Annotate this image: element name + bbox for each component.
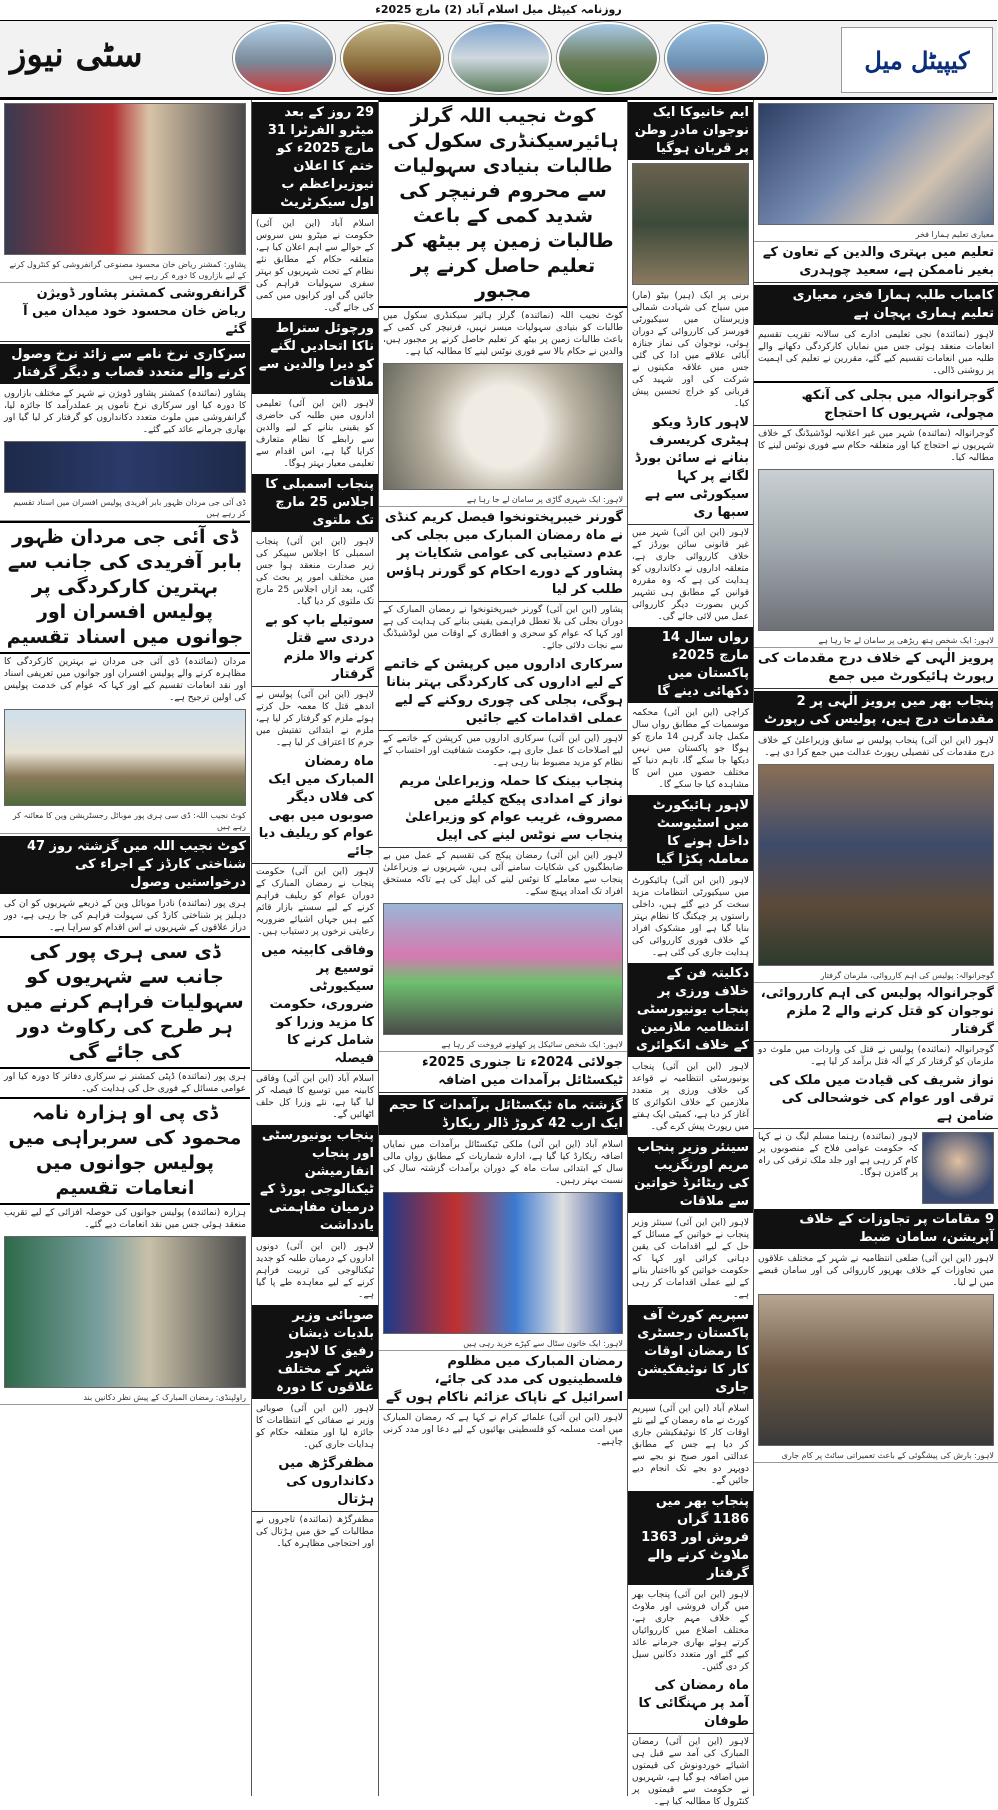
photo-caption: معیاری تعلیم ہمارا فخر [754,228,998,242]
column-center [378,100,627,1796]
article-body: لاہور (این این آئی) دونوں اداروں کے درمیان طلبہ کو جدید ٹیکنالوجی کی تربیت فراہم کرنے کے لیے معاہدہ طے پا گیا ہے۔ [256,1242,374,1300]
headline: ڈی آئی جی مردان ظہور بابر آفریدی کی جانب سے بہترین کارکردگی پر پولیس افسران اور جوانوں میں اسناد تقسیم [0,521,250,654]
section-title: سٹی نیوز [10,35,143,75]
logo-text: کیپیٹل میل [864,45,970,75]
construction-photo [758,1294,994,1446]
article-body: لاہور (این این آئی) علمائے کرام نے کہا ہے کہ رمضان المبارک میں امت مسلمہ کو فلسطینی بھائیوں کے لیے دعا اور مدد کرنی چاہیے۔ [383,1413,623,1447]
headline: مظفرگڑھ میں دکانداروں کی ہڑتال [252,1453,378,1512]
clothes-stall-photo [383,1192,623,1334]
collage-photo [449,22,551,94]
headline: ایم خانیوکا ایک نوجوان مادر وطن پر قربان ہوگیا [628,102,753,160]
headline: رمضان المبارک میں مظلوم فلسطینیوں کی مدد کی جائے، اسرائیل کے ناپاک عزائم ناکام ہوں گے [379,1351,627,1410]
headline: گورنر خیبرپختونخوا فیصل کریم کنڈی نے ماہ رمضان المبارک میں بجلی کی عدم دستیابی کی عوامی شکایات پر پشاور کے دورے احکام کو گورنر ہاؤس طلب کر لیا [379,507,627,602]
column-right [753,100,998,1796]
article-body: اسلام آباد (این این آئی) سپریم کورٹ نے ماہ رمضان کے لیے نئے اوقات کار کا نوٹیفکیشن جاری کر دیا ہے جس کے مطابق عدالتی امور صبح نو بجے سے دوپہر دو بجے تک انجام دیے جائیں گے۔ [632,1404,749,1486]
article-body: مردان (نمائندہ) ڈی آئی جی مردان نے بہترین کارکردگی کا مظاہرہ کرنے والے پولیس افسران اور جوانوں میں تعریفی اسناد اور نقد انعامات تقسیم کیے اور کہا کہ عوام کی خدمت پولیس کی اولین ترجیح ہے۔ [4,657,246,703]
headline: سرکاری اداروں میں کرپشن کے خاتمے کے لیے اداروں کی کارکردگی بہتر بنانا ہوگی، بجلی کی چوری روکنے کے لیے عملی اقدامات کیے جائیں [379,654,627,731]
collage-photo [341,22,443,94]
photo-caption: لاہور: ایک شخص ہتھ ریڑھی پر سامان لے جا رہا ہے [754,634,998,648]
headline: لاہور کارڈ ویکو ہیٹری کریسرف بنانے نے سائن بورڈ لگانے پر کہا سیکورٹی سے ہے سبھا ری [628,412,753,525]
article-body: پشاور (این این آئی) گورنر خیبرپختونخوا نے رمضان المبارک کے دوران بجلی کی بلا تعطل فراہمی یقینی بنانے کی ہدایت کی ہے اور کہا کہ عوام کو سحری و افطاری کے اوقات میں لوڈشیڈنگ سے نجات دلائی جائے۔ [383,605,623,651]
portrait-photo [922,1132,994,1204]
article-body: لاہور (این این آئی) صوبائی وزیر نے صفائی کے انتظامات کا جائزہ لیا اور متعلقہ حکام کو ہدایات جاری کیں۔ [256,1404,374,1450]
photo-caption: پشاور: کمشنر ریاض خان محسود مصنوعی گرانفروشی کو کنٹرول کرنے کے لیے بازاروں کا دورہ کر رہے ہیں [0,258,250,283]
headline: جولائی 2024ء تا جنوری 2025ء ٹیکسٹائل برآمدات میں اضافہ [379,1052,627,1093]
photo-caption: ڈی آئی جی مردان ظہور بابر آفریدی پولیس افسران میں اسناد تقسیم کر رہے ہیں [0,496,250,521]
article-body: کراچی (این این آئی) محکمہ موسمیات کے مطابق رواں سال مکمل چاند گرہن 14 مارچ کو ہوگا جو پاکستان میں نہیں دیکھا جا سکے گا، تاہم دنیا کے مختلف حصوں میں اس کا مشاہدہ کیا جا سکے گا۔ [632,708,749,790]
article-body: اسلام آباد (این این آئی) حکومت نے میٹرو بس سروس کے حوالے سے اہم اعلان کیا ہے، متعلقہ حکام کے مطابق نئے نظام کے تحت شہریوں کو بہتر سفری سہولیات فراہم کی جائیں گی اور کرایوں میں کمی کی جائے گی۔ [256,219,374,313]
headline: سپریم کورٹ آف پاکستان رجسٹری کا رمضان اوقات کار کا نوٹیفکیشن جاری [628,1305,753,1399]
article-body: لاہور (این این آئی) سرکاری اداروں میں کرپشن کے خاتمے کے لیے اصلاحات کا عمل جاری ہے، حکومت شفافیت اور احتساب کے نظام کو مزید مضبوط بنا رہی ہے۔ [383,734,623,768]
headline: کوٹ نجیب اللہ میں گزشتہ روز 47 شناختی کارڈز کے اجراء کی درخواستیں وصول [0,836,250,894]
article-body: پشاور (نمائندہ) کمشنر پشاور ڈویژن نے شہر کے مختلف بازاروں کا دورہ کیا اور سرکاری نرخ ناموں پر عملدرآمد کا جائزہ لیا، گرانفروشی میں ملوث متعدد دکانداروں کو گرفتار کر لیا گیا اور بھاری جرمانے عائد کیے گئے۔ [4,389,246,435]
nadra-van-photo [4,709,246,806]
headline: صوبائی وزیر بلدیات ذیشان رفیق کا لاہور شہر کے مختلف علاقوں کا دورہ [252,1305,378,1399]
headline: ماہ رمضان المبارک میں ایک کی فلاں دیگر صوبوں میں بھی عوام کو ریلیف دیا جائے [252,751,378,864]
article-body: لاہور (این این آئی) ضلعی انتظامیہ نے شہر کے مختلف علاقوں میں تجاوزات کے خلاف بھرپور کارروائی کی اور سامان قبضے میں لے لیا۔ [758,1254,994,1288]
shops-photo [4,1236,246,1388]
police-ceremony-photo [4,441,246,493]
article-body: ہری پور (نمائندہ) نادرا موبائل وین کے ذریعے شہریوں کو ان کی دہلیز پر شناختی کارڈ کی سہولت فراہم کی جا رہی ہے، دور دراز علاقوں کے شہریوں نے اس اقدام کو سراہا ہے۔ [4,899,246,933]
column-2 [627,100,753,1807]
headline: ڈی سی ہری پور کی جانب سے شہریوں کو سہولیات فراہم کرنے میں ہر طرح کی رکاوٹ دور کی جائے گی [0,936,250,1069]
headline: ماہ رمضان کی آمد پر مہنگائی کا طوفان [628,1675,753,1734]
article-body: لاہور (این این آئی) ہائیکورٹ میں سیکیورٹی انتظامات مزید سخت کر دیے گئے ہیں، داخلی راستوں پر چیکنگ کا نظام بہتر بنایا گیا ہے اور مشکوک افراد کے خلاف فوری کارروائی کی ہدایت جاری کی گئی ہے۔ [632,876,749,958]
article-body: ہزارہ (نمائندہ) پولیس جوانوں کی حوصلہ افزائی کے لیے تقریب منعقد ہوئی جس میں نقد انعامات دیے گئے۔ [4,1208,246,1230]
headline: پنجاب بھر میں پرویز الٰہی پر 2 مقدمات درج ہیں، پولیس کی رپورٹ [754,691,998,731]
article-body: اسلام آباد (این این آئی) وفاقی کابینہ میں توسیع کا فیصلہ کر لیا گیا ہے، نئے وزرا کل حلف اٹھائیں گے۔ [256,1074,374,1120]
headline: گرانفروشی کمشنر پشاور ڈویژن ریاض خان محسود خود میدان میں آ گئے [0,283,250,342]
article-body: لاہور (این این آئی) سینئر وزیر پنجاب نے خواتین کے مسائل کے حل کے لیے اقدامات کی یقین دہانی کرائی اور کہا کہ حکومت خواتین کو بااختیار بنانے کے لیے عملی اقدامات کر رہی ہے۔ [632,1218,749,1300]
article-body: گوجرانوالہ (نمائندہ) شہر میں غیر اعلانیہ لوڈشیڈنگ کے خلاف شہریوں نے احتجاج کیا اور متعلقہ حکام سے فوری نوٹس لینے کا مطالبہ کیا۔ [758,429,994,463]
headline: گوجرانوالہ میں بجلی کی آنکھ مچولی، شہریوں کا احتجاج [754,385,998,426]
headline: رواں سال 14 مارچ 2025ء پاکستان میں دکھائی دینے گا [628,627,753,703]
headline: پنجاب بھر میں 1186 گراں فروش اور 1363 ملاوٹ کرنے والے گرفتار [628,1491,753,1585]
photo-caption: کوٹ نجیب اللہ: ڈی سی ہری پور موبائل رجسٹریشن وین کا معائنہ کر رہے ہیں [0,809,250,834]
headline: دکلیتہ فن کے خلاف ورزی پر پنجاب یونیورسٹی انتظامیہ ملازمین کے خلاف انکوائری [628,963,753,1057]
photo-caption: لاہور: بارش کی پیشگوئی کے باعث تعمیراتی سائٹ پر کام جاری [754,1449,998,1463]
headline: کامیاب طلبہ ہمارا فخر، معیاری تعلیم ہماری پہچان ہے [754,285,998,325]
headline: 9 مقامات پر تجاوزات کے خلاف آپریشن، سامان ضبط [754,1209,998,1249]
headline: ورچوئل ستراط ناکا اتحادیں لگنے کو دیرا والدین سے ملاقات [252,318,378,394]
toy-seller-photo [383,903,623,1035]
headline: گزشتہ ماہ ٹیکسٹائل برآمدات کا حجم ایک ارب 42 کروڑ ڈالر ریکارڈ [379,1095,627,1135]
event-photo [758,103,994,225]
newspaper-logo [841,27,993,93]
article-body: لاہور (نمائندہ) رہنما مسلم لیگ ن نے کہا کہ حکومت عوامی فلاح کے منصوبوں پر کام کر رہی ہے اور جلد ملک ترقی کی راہ پر گامزن ہوگا۔ [758,1132,918,1178]
collage-photo [233,22,335,94]
headline: 29 روز کے بعد میٹرو الفرٹرا 31 مارچ 2025ء کو ختم کا اعلان نیوزیراعظم ب اول سیکرٹریٹ [252,102,378,214]
article-body: لاہور (این این آئی) رمضان پیکج کی تقسیم کے عمل میں بے ضابطگیوں کی شکایات سامنے آئی ہیں، شہریوں نے وزیراعلیٰ پنجاب سے معاملے کا نوٹس لینے کی اپیل کی ہے تاکہ مستحق افراد تک امداد پہنچ سکے۔ [383,851,623,897]
column-left [0,100,250,1796]
headline: سوتیلے باپ کو بے دردی سے قتل کرنے والا ملزم گرفتار [252,610,378,687]
city-photo-collage [190,23,810,93]
headline: پرویز الٰہی کے خلاف درج مقدمات کی رپورٹ ہائیکورٹ میں جمع [754,648,998,689]
masthead [0,21,997,100]
photo-caption: لاہور: ایک شہری گاڑی پر سامان لے جا رہا ہے [379,493,627,507]
collage-photo [557,22,659,94]
article-body: لاہور (این این آئی) پنجاب یونیورسٹی انتظامیہ نے قواعد کی خلاف ورزی پر متعدد ملازمین کے خلاف انکوائری کا آغاز کر دیا ہے، کمیٹی ایک ہفتے میں رپورٹ پیش کرے گی۔ [632,1062,749,1132]
street-photo [758,469,994,631]
article-body: مظفرگڑھ (نمائندہ) تاجروں نے مطالبات کے حق میں ہڑتال کی اور احتجاجی مظاہرہ کیا۔ [256,1515,374,1549]
divider [754,381,998,383]
commissioner-photo [4,103,246,255]
article-body: لاہور (نمائندہ) نجی تعلیمی ادارے کی سالانہ تقریب تقسیم انعامات منعقد ہوئی جس میں نمایاں کارکردگی دکھانے والے طلبہ میں انعامات تقسیم کیے گئے، مقررین نے تعلیم کی اہمیت پر روشنی ڈالی۔ [758,330,994,376]
article-body: اسلام آباد (این این آئی) ملکی ٹیکسٹائل برآمدات میں نمایاں اضافہ ریکارڈ کیا گیا ہے، ادارہ شماریات کے مطابق رواں مالی سال کے ابتدائی سات ماہ کے دوران برآمدات گزشتہ سال کی نسبت بہتر رہیں۔ [383,1140,623,1186]
headline: سرکاری نرخ نامے سے زائد نرخ وصول کرنے والے متعدد قصاب و دیگر گرفتار [0,344,250,384]
headline: تعلیم میں بہتری والدین کے تعاون کے بغیر ناممکن ہے، سعید چوہدری [754,242,998,283]
lead-headline: کوٹ نجیب اللہ گرلز ہائیرسیکنڈری سکول کی طالبات بنیادی سہولیات سے محروم فرنیچر کی شدید کمی کے باعث طالبات زمین پر بیٹھ کر تعلیم حاصل کرنے پر مجبور [379,100,627,308]
soldier-photo [632,163,749,285]
cargo-photo [383,363,623,490]
police-photo [758,764,994,966]
photo-caption: گوجرانوالہ: پولیس کی اہم کارروائی، ملزمان گرفتار [754,969,998,983]
article-body: لاہور (این این آئی) حکومت پنجاب نے رمضان المبارک کے دوران عوام کو ریلیف فراہم کرنے کے لیے سستے بازار قائم کیے ہیں جہاں اشیائے ضروریہ رعایتی نرخوں پر دستیاب ہیں۔ [256,867,374,937]
headline: وفاقی کابینہ میں توسیع پر سیکیورٹی ضروری، حکومت کا مزید وزرا کو شامل کرنے کا فیصلہ [252,940,378,1071]
photo-caption: راولپنڈی: رمضان المبارک کے پیش نظر دکانیں بند [0,1391,250,1405]
article-body: لاہور (این این آئی) پنجاب پولیس نے سابق وزیراعلیٰ کے خلاف درج مقدمات کی تفصیلی رپورٹ عدالت میں جمع کرا دی ہے۔ [758,736,994,758]
article-body: لاہور (این این آئی) رمضان المبارک کی آمد سے قبل ہی اشیائے خوردونوش کی قیمتوں میں اضافہ ہو گیا ہے، شہریوں نے حکومت سے قیمتوں پر کنٹرول کا مطالبہ کیا ہے۔ [632,1737,749,1807]
photo-caption: لاہور: ایک خاتون سٹال سے کپڑے خرید رہی ہیں [379,1337,627,1351]
headline: نواز شریف کی قیادت میں ملک کی ترقی اور عوام کی خوشحالی کی ضامن ہے [754,1070,998,1129]
article-body: لاہور (این این آئی) پنجاب اسمبلی کا اجلاس سپیکر کی زیر صدارت منعقد ہوا جس میں مختلف امور پر بحث کی گئی، بعد ازاں اجلاس 25 مارچ تک ملتوی کر دیا گیا۔ [256,537,374,607]
headline: پنجاب اسمبلی کا اجلاس 25 مارچ تک ملتوی [252,474,378,532]
headline: پنجاب بینک کا حملہ وزیراعلیٰ مریم نواز کے امدادی پیکج کیلئے میں مصروف، غریب عوام کو وزیراعلیٰ پنجاب سے نوٹس لینے کی اپیل [379,771,627,848]
article-body: لاہور (این این آئی) پولیس نے اندھے قتل کا معمہ حل کرتے ہوئے ملزم کو گرفتار کر لیا ہے، ملزم نے ابتدائی تفتیش میں جرم کا اعتراف کر لیا ہے۔ [256,690,374,748]
headline: پنجاب یونیورسٹی اور پنجاب انفارمیشن ٹیکنالوجی بورڈ کے درمیان مفاہمتی یادداشت [252,1125,378,1237]
collage-photo [665,22,767,94]
article-body: کوٹ نجیب اللہ (نمائندہ) گرلز ہائیر سیکنڈری سکول میں طالبات کو بنیادی سہولیات میسر نہیں، فرنیچر کی کمی کے باعث طالبات زمین پر بیٹھ کر تعلیم حاصل کرنے پر مجبور ہیں، والدین نے حکام بالا سے فوری نوٹس لینے کا مطالبہ کیا ہے۔ [383,311,623,357]
article-body: لاہور (این این آئی) پنجاب بھر میں گراں فروشی اور ملاوٹ کے خلاف مہم جاری ہے، مختلف اضلاع میں کارروائیاں کرتے ہوئے بھاری جرمانے عائد کیے گئے اور متعدد دکانیں سیل کر دی گئیں۔ [632,1590,749,1672]
photo-caption: لاہور: ایک شخص سائیکل پر کھلونے فروخت کر رہا ہے [379,1038,627,1052]
headline: سینئر وزیر پنجاب مریم اورنگزیب کی ریٹائرڈ خواتین سے ملاقات [628,1137,753,1213]
headline: ڈی پی او ہزارہ نامہ محمود کی سربراہی میں پولیس جوانوں میں انعامات تقسیم [0,1097,250,1205]
headline: گوجرانوالہ پولیس کی اہم کارروائی، نوجوان کو قتل کرنے والے 2 ملزم گرفتار [754,983,998,1042]
article-body: برنی پر ایک (ہیر) بیٹو (مار) میں سیاح کی شہادت شمالی وزیرستان میں سیکیورٹی فورسز کی کارروائی کے دوران ہوئی، نوجوان کی نماز جنازہ آبائی علاقے میں ادا کی گئی جس میں علاقہ مکینوں نے شرکت کی اور شہید کی قربانی کو خراج تحسین پیش کیا۔ [632,291,749,409]
article-body: لاہور (این این آئی) شہر میں غیر قانونی سائن بورڈز کے خلاف کارروائی جاری ہے، متعلقہ اداروں نے دکانداروں کو ہدایت کی ہے کہ وہ مقررہ قوانین کے مطابق ہی تشہیر کریں بصورت دیگر کارروائی عمل میں لائی جائے گی۔ [632,528,749,622]
dateline: روزنامہ کیپٹل میل اسلام آباد (2) مارچ 2025ء [0,0,997,21]
column-4 [251,100,378,1796]
article-body: لاہور (این این آئی) تعلیمی اداروں میں طلبہ کی حاضری کو یقینی بنانے کے لیے والدین سے رابطے کا نظام متعارف کرایا گیا ہے، اس اقدام سے تعلیمی معیار بہتر ہوگا۔ [256,399,374,469]
article-body: گوجرانوالہ (نمائندہ) پولیس نے قتل کی واردات میں ملوث دو ملزمان کو گرفتار کر کے آلہ قتل برآمد کر لیا ہے۔ [758,1045,994,1067]
article-body: ہری پور (نمائندہ) ڈپٹی کمشنر نے سرکاری دفاتر کا دورہ کیا اور عوامی مسائل کے فوری حل کی ہدایت کی۔ [4,1072,246,1094]
headline: لاہور ہائیکورٹ میں اسٹیوسٹ داخل ہونے کا معاملہ پکڑا گیا [628,795,753,871]
